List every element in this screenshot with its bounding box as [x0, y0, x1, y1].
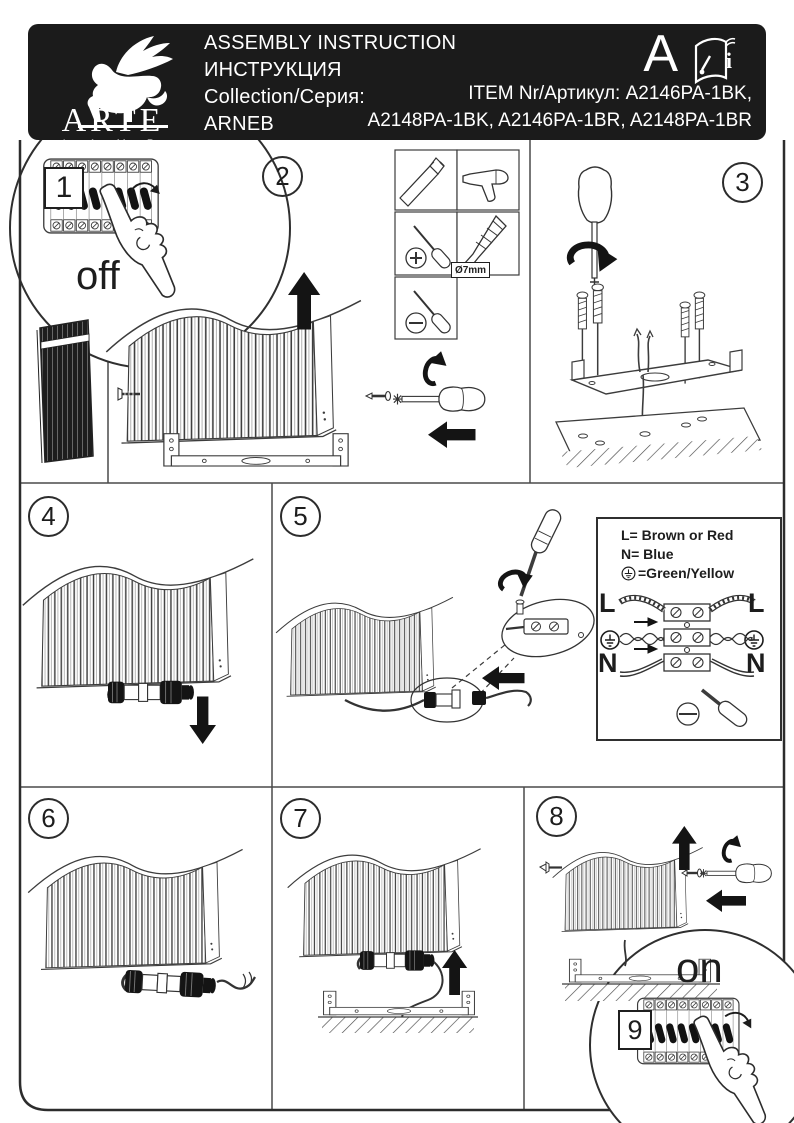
step6-illustration — [28, 849, 255, 998]
step-number-3: 3 — [722, 162, 763, 203]
power-off-label: off — [76, 254, 120, 298]
item-number-line2: A2148PA-1BK, A2146PA-1BR, A2148PA-1BR — [367, 110, 752, 131]
step3-illustration — [556, 167, 762, 468]
tools-grid — [395, 150, 519, 339]
step-number-7: 7 — [280, 798, 321, 839]
drill-bit-size-label: Ø7mm — [451, 262, 490, 278]
collection-name: ARNEB — [204, 113, 274, 135]
brand-name: ARTE — [61, 102, 165, 139]
step-number-6: 6 — [28, 798, 69, 839]
doc-title-en: ASSEMBLY INSTRUCTION — [204, 32, 457, 54]
terminal-l-right: L — [748, 588, 765, 618]
sheet-letter: A — [643, 25, 678, 83]
legend-neutral: N= Blue — [621, 546, 674, 562]
wiring-legend — [621, 526, 734, 583]
step-number-2: 2 — [262, 156, 303, 197]
terminal-n-left: N — [598, 648, 618, 678]
step-number-9: 9 — [618, 1010, 652, 1050]
collection-label: Collection/Серия: — [204, 86, 366, 108]
doc-title-ru: ИНСТРУКЦИЯ — [204, 59, 342, 81]
power-on-label: on — [676, 944, 723, 991]
step-number-5: 5 — [280, 496, 321, 537]
legend-earth: =Green/Yellow — [638, 565, 735, 581]
manual-icon-letter: i — [725, 48, 732, 73]
booklet-info-icon — [688, 34, 740, 90]
terminal-l-left: L — [599, 588, 616, 618]
step4-illustration — [23, 559, 253, 744]
terminal-n-right: N — [746, 648, 766, 678]
brand-sub: L A M P — [62, 138, 164, 150]
step-number-8: 8 — [536, 796, 577, 837]
step-number-4: 4 — [28, 496, 69, 537]
legend-live: L= Brown or Red — [621, 527, 734, 543]
earth-ground-icon — [621, 566, 636, 581]
step5-illustration — [276, 507, 600, 722]
screw-left-small — [540, 862, 562, 873]
wall-lamp-thumbnail — [37, 320, 93, 463]
step7-illustration — [288, 849, 481, 1033]
step-number-1: 1 — [44, 167, 84, 209]
item-number-line1: ITEM Nr/Артикул: A2146PA-1BK, — [468, 83, 752, 104]
title-bar — [28, 24, 766, 150]
screw-right — [366, 392, 391, 401]
